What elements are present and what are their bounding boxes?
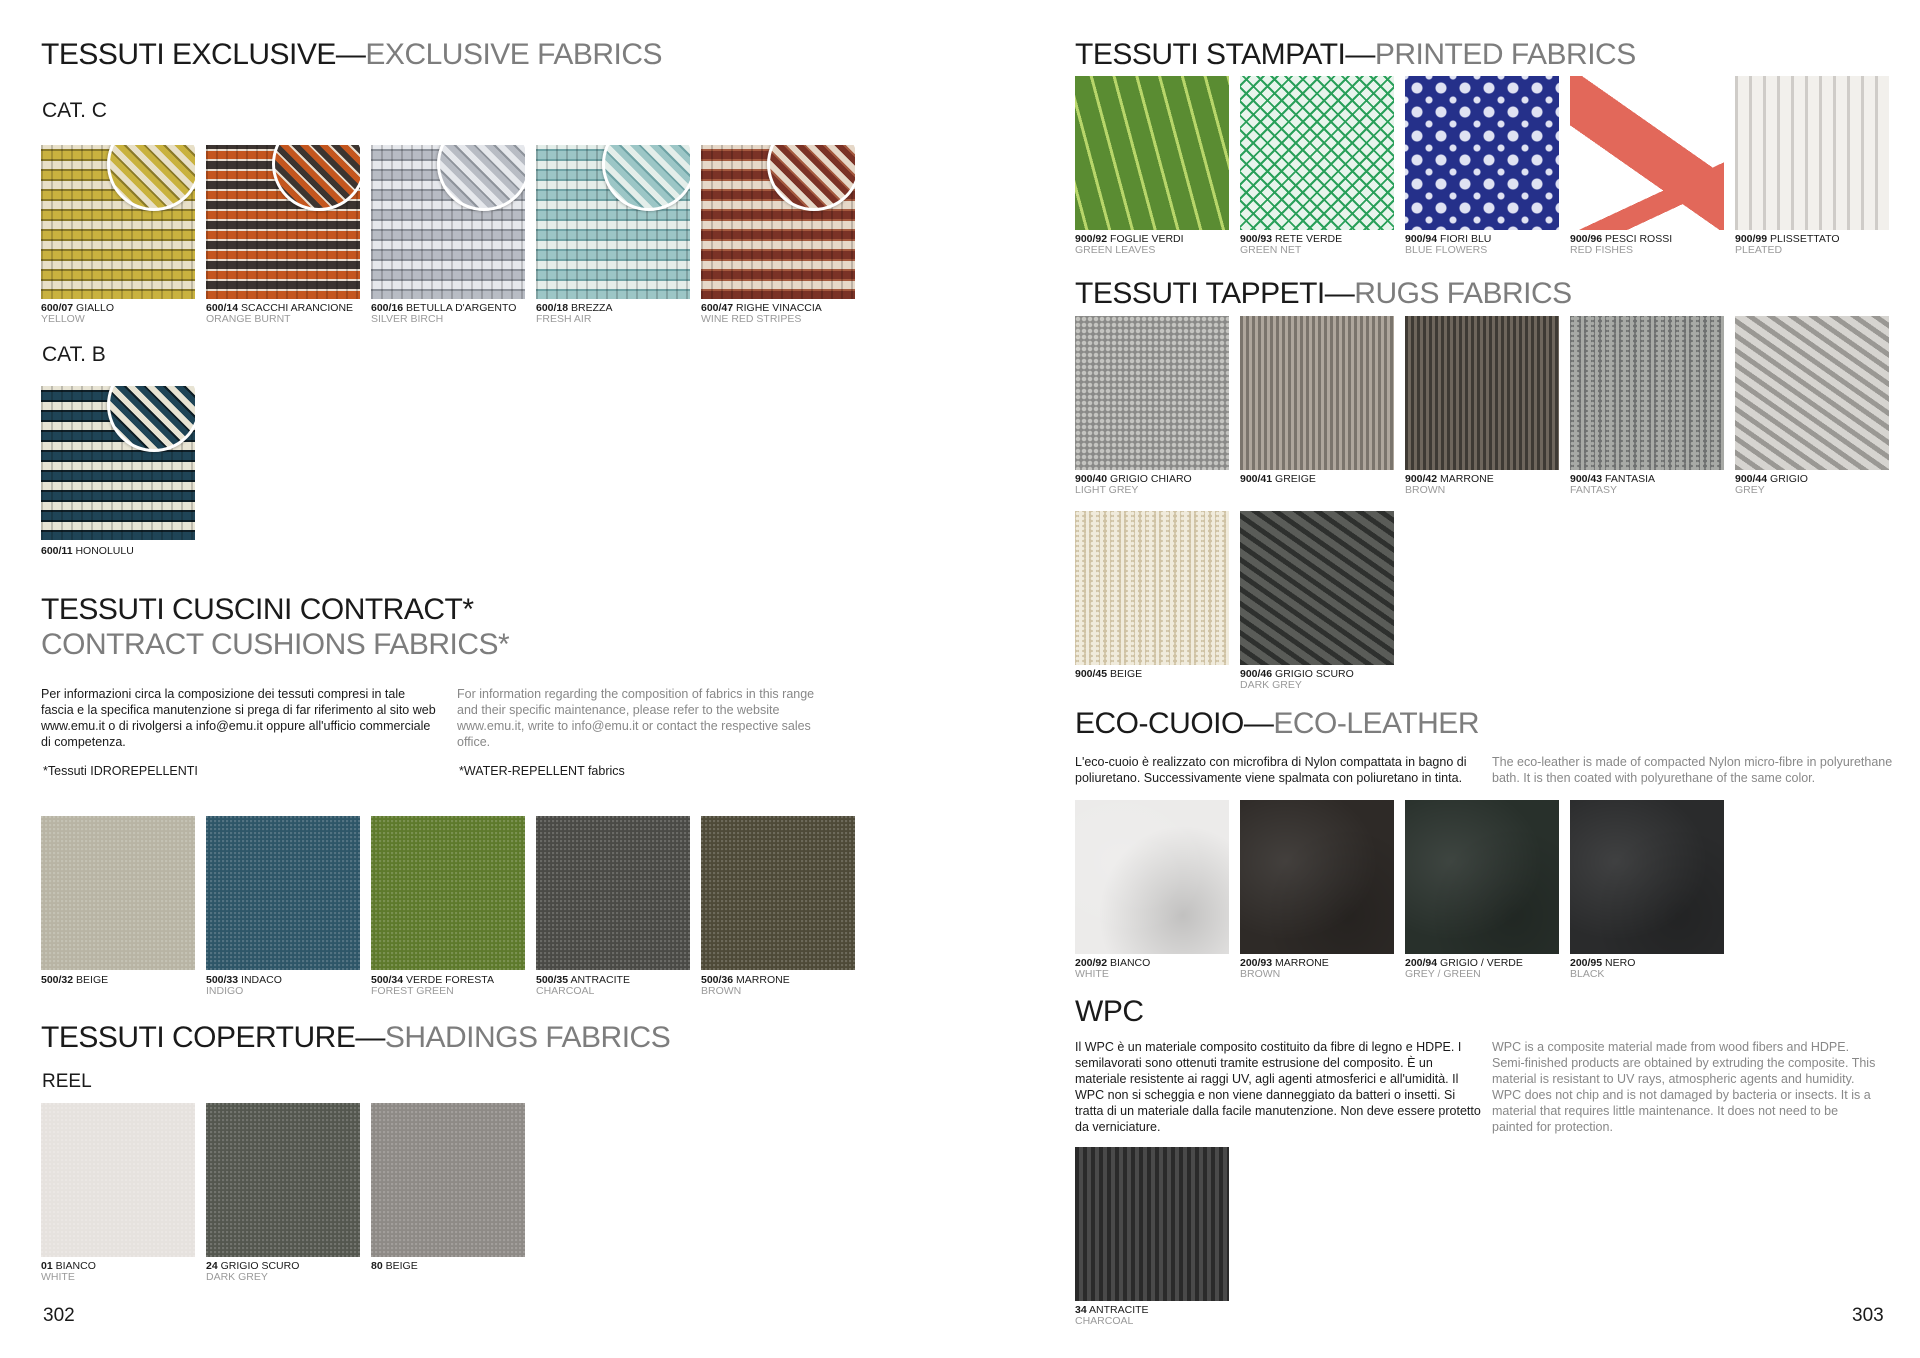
fabric-swatch[interactable] [371,816,525,970]
swatch-label: 900/96 PESCI ROSSI RED FISHES [1570,233,1673,256]
wpc-text-en: WPC is a composite material made from wood fibers and HDPE. Semi-finished products are obtained by extruding the composite. This material is resistant to UV rays, atmospheric agents and humidity. WPC does not chip and is not damaged by bacteria or insects. It is a material that requires little maintenance. It does not need to be painted for protection. [1492,1040,1876,1134]
fabric-swatch[interactable] [1570,316,1724,470]
page-number: 302 [43,1305,75,1326]
fabric-swatch[interactable] [1075,76,1229,230]
fabric-swatch[interactable] [1075,1147,1229,1301]
swatch-label: 600/47 RIGHE VINACCIA WINE RED STRIPES [701,302,822,325]
zoom-detail [107,386,195,452]
fabric-swatch[interactable] [1075,800,1229,954]
fabric-swatch[interactable] [1240,511,1394,665]
cushions-text-it: Per informazioni circa la composizione dei tessuti compresi in tale fascia e la specifica manutenzione si prega di far riferimento al sito web www.emu.it o di rivolgersi a info@emu.it oppure all'ufficio commerciale di competenza. [41,687,436,749]
fabric-swatch[interactable] [1075,511,1229,665]
swatch-label: 900/41 GREIGE [1240,473,1316,485]
swatch-label: 500/34 VERDE FORESTA FOREST GREEN [371,974,494,997]
wpc-text-it: Il WPC è un materiale composito costituito da fibre di legno e HDPE. I semilavorati sono ottenuti tramite estrusione del composito. È un materiale resistente ai raggi UV, agli agenti atmosferici e all'umidità. Il WPC non si scheggia e non viene danneggiato da batteri o insetti. Si tratta di un materiale dalla facile manutenzione. Non deve essere protetto da verniciature. [1075,1040,1481,1134]
note-it: *Tessuti IDROREPELLENTI [43,764,198,778]
swatch-label: 900/44 GRIGIO GREY [1735,473,1808,496]
fabric-swatch[interactable] [701,145,855,299]
fabric-swatch[interactable] [1240,800,1394,954]
exclusive-title: TESSUTI EXCLUSIVE—EXCLUSIVE FABRICS [41,38,663,71]
swatch-label: 600/16 BETULLA D'ARGENTO SILVER BIRCH [371,302,517,325]
fabric-swatch[interactable] [701,816,855,970]
fabric-swatch[interactable] [1570,800,1724,954]
swatch-label: 900/92 FOGLIE VERDI GREEN LEAVES [1075,233,1184,256]
shadings-title: TESSUTI COPERTURE—SHADINGS FABRICS [41,1021,671,1054]
fabric-swatch[interactable] [1240,76,1394,230]
printed-title: TESSUTI STAMPATI—PRINTED FABRICS [1075,38,1636,71]
zoom-detail [107,145,195,211]
page-303 [960,0,1920,1358]
fabric-swatch[interactable] [1405,76,1559,230]
swatch-label: 500/36 MARRONE BROWN [701,974,790,997]
swatch-label: 900/99 PLISSETTATO PLEATED [1735,233,1840,256]
zoom-detail [602,145,690,211]
swatch-label: 80 BEIGE [371,1260,418,1272]
fabric-swatch[interactable] [536,816,690,970]
swatch-label: 200/93 MARRONE BROWN [1240,957,1329,980]
fabric-swatch[interactable] [1240,316,1394,470]
cushions-title-en: CONTRACT CUSHIONS FABRICS* [41,628,510,661]
fabric-swatch[interactable] [1570,76,1724,230]
swatch-label: 600/07 GIALLO YELLOW [41,302,114,325]
swatch-label: 500/35 ANTRACITE CHARCOAL [536,974,630,997]
swatch-label: 900/46 GRIGIO SCURO DARK GREY [1240,668,1354,691]
fabric-swatch[interactable] [41,816,195,970]
zoom-detail [767,145,855,211]
eco-title: ECO-CUOIO—ECO-LEATHER [1075,707,1479,740]
swatch-label: 500/33 INDACO INDIGO [206,974,282,997]
fabric-swatch[interactable] [1405,316,1559,470]
swatch-label: 900/94 FIORI BLU BLUE FLOWERS [1405,233,1492,256]
fabric-swatch[interactable] [536,145,690,299]
swatch-label: 900/93 RETE VERDE GREEN NET [1240,233,1343,256]
cat-b-label: CAT. B [42,343,106,366]
eco-text-it: L'eco-cuoio è realizzato con microfibra di Nylon compattata in bagno di poliuretano. Successivamente viene spalmata con poliuretano in tinta. [1075,755,1467,785]
swatch-label: 600/18 BREZZA FRESH AIR [536,302,613,325]
fabric-swatch[interactable] [206,816,360,970]
swatch-label: 900/43 FANTASIA FANTASY [1570,473,1656,496]
swatch-label: 01 BIANCO WHITE [41,1260,96,1283]
swatch-label: 34 ANTRACITE CHARCOAL [1075,1304,1149,1327]
wpc-title: WPC [1075,995,1144,1028]
swatch-label: 600/11 HONOLULU [41,545,134,557]
swatch-label: 24 GRIGIO SCURO DARK GREY [206,1260,300,1283]
fabric-swatch[interactable] [1075,316,1229,470]
swatch-label: 200/94 GRIGIO / VERDE GREY / GREEN [1405,957,1523,980]
fabric-swatch[interactable] [1405,800,1559,954]
cat-c-label: CAT. C [42,99,107,122]
zoom-detail [437,145,525,211]
swatch-label: 900/40 GRIGIO CHIARO LIGHT GREY [1075,473,1192,496]
cushions-text-en: For information regarding the composition of fabrics in this range and their specific maintenance, please refer to the website www.emu.it, write to info@emu.it or contact the respective sales office. [457,687,815,749]
fabric-swatch[interactable] [41,1103,195,1257]
fabric-swatch[interactable] [41,145,195,299]
swatch-label: 200/92 BIANCO WHITE [1075,957,1151,980]
fabric-swatch[interactable] [206,1103,360,1257]
swatch-label: 900/42 MARRONE BROWN [1405,473,1494,496]
fabric-swatch[interactable] [206,145,360,299]
swatch-label: 200/95 NERO BLACK [1570,957,1636,980]
swatch-label: 900/45 BEIGE [1075,668,1143,680]
fabric-swatch[interactable] [371,145,525,299]
swatch-label: 500/32 BEIGE [41,974,109,986]
swatch-label: 600/14 SCACCHI ARANCIONE ORANGE BURNT [206,302,354,325]
zoom-detail [272,145,360,211]
rugs-title: TESSUTI TAPPETI—RUGS FABRICS [1075,277,1572,310]
reel-label: REEL [42,1071,92,1092]
fabric-swatch[interactable] [371,1103,525,1257]
note-en: *WATER-REPELLENT fabrics [459,764,625,778]
fabric-swatch[interactable] [41,386,195,540]
fabric-swatch[interactable] [1735,76,1889,230]
page-number: 303 [1852,1305,1884,1326]
cushions-title: TESSUTI CUSCINI CONTRACT* [41,593,474,626]
fabric-swatch[interactable] [1735,316,1889,470]
eco-text-en: The eco-leather is made of compacted Nylon micro-fibre in polyurethane bath. It is then coated with polyurethane of the same color. [1492,755,1893,785]
